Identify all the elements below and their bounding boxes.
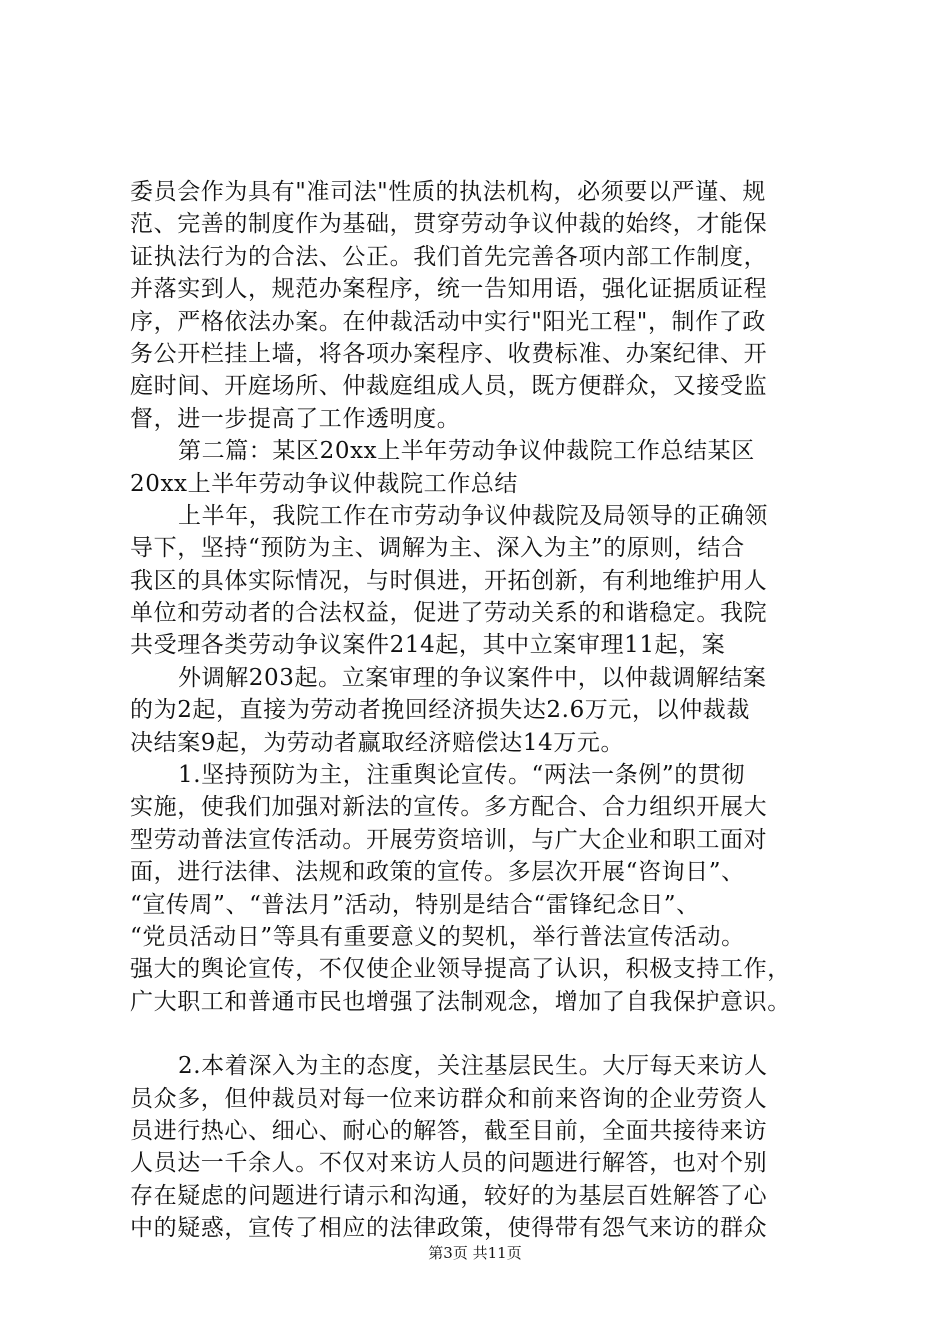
text-line: 1.坚持预防为主，注重舆论宣传。“两法一条例”的贯彻 bbox=[178, 762, 746, 789]
text-line: 第二篇：某区20xx上半年劳动争议仲裁院工作总结某区 bbox=[178, 438, 755, 465]
text-line: 务公开栏挂上墙，将各项办案程序、收费标准、办案纪律、开 bbox=[130, 340, 768, 367]
text-line: “宣传周”、“普法月”活动，特别是结合“雷锋纪念日”、 bbox=[130, 891, 700, 918]
text-line: 2.本着深入为主的态度，关注基层民生。大厅每天来访人 bbox=[178, 1053, 768, 1080]
text-line: 广大职工和普通市民也增强了法制观念，增加了自我保护意识。 bbox=[130, 988, 791, 1015]
text-line: 20xx上半年劳动争议仲裁院工作总结 bbox=[130, 470, 519, 497]
text-line: 委员会作为具有"准司法"性质的执法机构，必须要以严谨、规 bbox=[130, 179, 766, 205]
text-line: 单位和劳动者的合法权益，促进了劳动关系的和谐稳定。我院 bbox=[130, 600, 768, 627]
text-line: 上半年，我院工作在市劳动争议仲裁院及局领导的正确领 bbox=[178, 502, 768, 529]
text-line: 实施，使我们加强对新法的宣传。多方配合、合力组织开展大 bbox=[130, 794, 768, 821]
paragraph bbox=[130, 1050, 830, 1244]
text-line: 范、完善的制度作为基础，贯穿劳动争议仲裁的始终，才能保 bbox=[130, 211, 768, 238]
text-line: 导下，坚持“预防为主、调解为主、深入为主”的原则，结合 bbox=[130, 535, 745, 562]
page-footer bbox=[0, 1243, 950, 1263]
text-line: “党员活动日”等具有重要意义的契机，举行普法宣传活动。 bbox=[130, 923, 745, 950]
text-line: 证执法行为的合法、公正。我们首先完善各项内部工作制度， bbox=[130, 243, 768, 270]
page-number-label: 第3页 共11页 bbox=[428, 1244, 522, 1262]
text-line: 型劳动普法宣传活动。开展劳资培训，与广大企业和职工面对 bbox=[130, 826, 768, 853]
text-line: 强大的舆论宣传，不仅使企业领导提高了认识，积极支持工作， bbox=[130, 956, 791, 983]
text-line: 庭时间、开庭场所、仲裁庭组成人员，既方便群众，又接受监 bbox=[130, 373, 768, 400]
paragraph bbox=[130, 435, 830, 500]
text-line: 的为2起，直接为劳动者挽回经济损失达2.6万元，以仲裁裁 bbox=[130, 697, 751, 724]
text-line: 我区的具体实际情况，与时俱进，开拓创新，有利地维护用人 bbox=[130, 567, 768, 594]
text-line: 并落实到人，规范办案程序，统一告知用语，强化证据质证程 bbox=[130, 276, 768, 303]
paragraph bbox=[130, 759, 830, 1018]
text-line: 存在疑虑的问题进行请示和沟通，较好的为基层百姓解答了心 bbox=[130, 1182, 768, 1209]
text-line: 面，进行法律、法规和政策的宣传。多层次开展“咨询日”、 bbox=[130, 859, 745, 886]
text-line: 中的疑惑，宣传了相应的法律政策，使得带有怨气来访的群众 bbox=[130, 1215, 768, 1242]
text-line: 共受理各类劳动争议案件214起，其中立案审理11起，案 bbox=[130, 632, 726, 659]
text-line: 决结案9起，为劳动者赢取经济赔偿达14万元。 bbox=[130, 729, 625, 756]
document-body bbox=[130, 176, 830, 1245]
paragraph bbox=[130, 176, 830, 435]
text-line: 督，进一步提高了工作透明度。 bbox=[130, 405, 461, 432]
text-line: 序，严格依法办案。在仲裁活动中实行"阳光工程"，制作了政 bbox=[130, 308, 766, 335]
text-line: 员进行热心、细心、耐心的解答，截至目前，全面共接待来访 bbox=[130, 1117, 768, 1144]
paragraph-gap bbox=[130, 1018, 830, 1050]
paragraph bbox=[130, 500, 830, 662]
text-line: 人员达一千余人。不仅对来访人员的问题进行解答，也对个别 bbox=[130, 1150, 768, 1177]
text-line: 外调解203起。立案审理的争议案件中，以仲裁调解结案 bbox=[178, 664, 767, 691]
paragraph bbox=[130, 662, 830, 759]
text-line: 员众多，但仲裁员对每一位来访群众和前来咨询的企业劳资人 bbox=[130, 1085, 768, 1112]
